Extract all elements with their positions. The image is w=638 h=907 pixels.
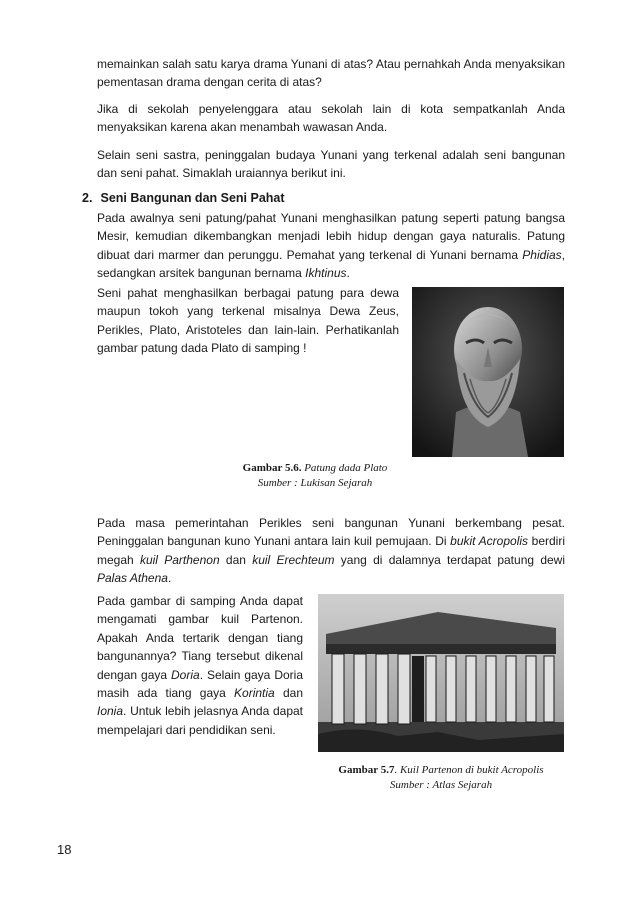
text-span: . Selain gaya Doria masih ada tiang gaya — [97, 667, 304, 701]
text-span: berdiri megah — [97, 534, 565, 567]
parthenon-image — [318, 594, 564, 752]
text-span: , sedangkan arsitek bangunan bernama — [97, 247, 565, 281]
figure-source: Sumber : Lukisan Sejarah — [257, 477, 373, 489]
text-span: Pada awalnya seni patung/pahat Yunani menghasilkan patung seperti patung bangsa Mesir, kemudian dikembangkan menjadi lebih hidup dengan gaya naturalis. Patung dibuat dari marmer dan perunggu. Pemahat yang terkenal di Yunani bernama — [97, 211, 565, 262]
section-paragraph-4 — [97, 592, 303, 739]
figure-5-6-caption — [230, 461, 400, 491]
figure-title: Patung dada Plato — [304, 462, 388, 474]
section-paragraph-3 — [97, 514, 565, 588]
section-paragraph-2: Seni pahat menghasilkan berbagai patung para dewa maupun tokoh yang terkenal misalnya Dewa Zeus, Perikles, Plato, Aristoteles dan lain-lain. Perhatikanlah gambar patung dada Plato di samping ! — [97, 286, 399, 356]
plato-bust-image — [412, 287, 564, 457]
term-doria: Doria — [171, 667, 200, 682]
term-acropolis: bukit Acropolis — [450, 534, 529, 549]
term-palas-athena: Palas Athena — [97, 571, 168, 586]
section-title: Seni Bangunan dan Seni Pahat — [100, 191, 285, 205]
term-korintia: Korintia — [234, 686, 275, 701]
figure-title: . Kuil Partenon di bukit Acropolis — [394, 764, 544, 776]
text-span: Pada masa pemerintahan Perikles seni bangunan Yunani berkembang pesat. Peninggalan bangunan kuno Yunani antara lain kuil pemujaan. Di — [97, 516, 565, 549]
plato-bust-photo — [412, 287, 564, 457]
text-span: . — [346, 266, 350, 281]
text-span: Pada gambar di samping Anda dapat mengamati gambar kuil Partenon. Apakah Anda tertarik dengan tiang bangunannya? Tiang tersebut dikenal dengan gaya — [97, 594, 303, 682]
text-span: yang di dalamnya terdapat patung dewi — [334, 552, 565, 567]
text-span: dan — [274, 686, 303, 701]
text-span: . Untuk lebih jelasnya Anda dapat mempelajari dari pendidikan seni. — [97, 704, 303, 737]
text-span: . — [167, 571, 172, 586]
figure-label: Gambar 5.6. — [242, 462, 302, 474]
term-ikhtinus: Ikhtinus — [305, 266, 347, 281]
figure-5-7-caption — [316, 763, 566, 793]
section-paragraph-1 — [97, 209, 565, 283]
term-phidias: Phidias — [522, 247, 562, 262]
figure-label: Gambar 5.7 — [338, 764, 395, 776]
section-heading — [82, 191, 285, 205]
text-span: dan — [219, 552, 253, 567]
term-erechteum: kuil Erechteum — [252, 552, 335, 567]
intro-paragraph-1: memainkan salah satu karya drama Yunani di atas? Atau pernahkah Anda menyaksikan pementasan drama dengan cerita di atas? — [97, 57, 565, 90]
page-number: 18 — [57, 842, 72, 857]
term-ionia: Ionia — [97, 704, 124, 719]
term-parthenon: kuil Parthenon — [139, 552, 220, 567]
intro-paragraph-2: Jika di sekolah penyelenggara atau sekolah lain di kota sempatkanlah Anda menyaksikan karena akan menambah wawasan Anda. — [97, 102, 565, 135]
section-number: 2. — [82, 191, 93, 205]
parthenon-photo — [318, 594, 564, 752]
figure-source: Sumber : Atlas Sejarah — [389, 779, 493, 791]
intro-paragraph-3: Selain seni sastra, peninggalan budaya Yunani yang terkenal adalah seni bangunan dan seni pahat. Simaklah uraiannya berikut ini. — [97, 148, 565, 181]
